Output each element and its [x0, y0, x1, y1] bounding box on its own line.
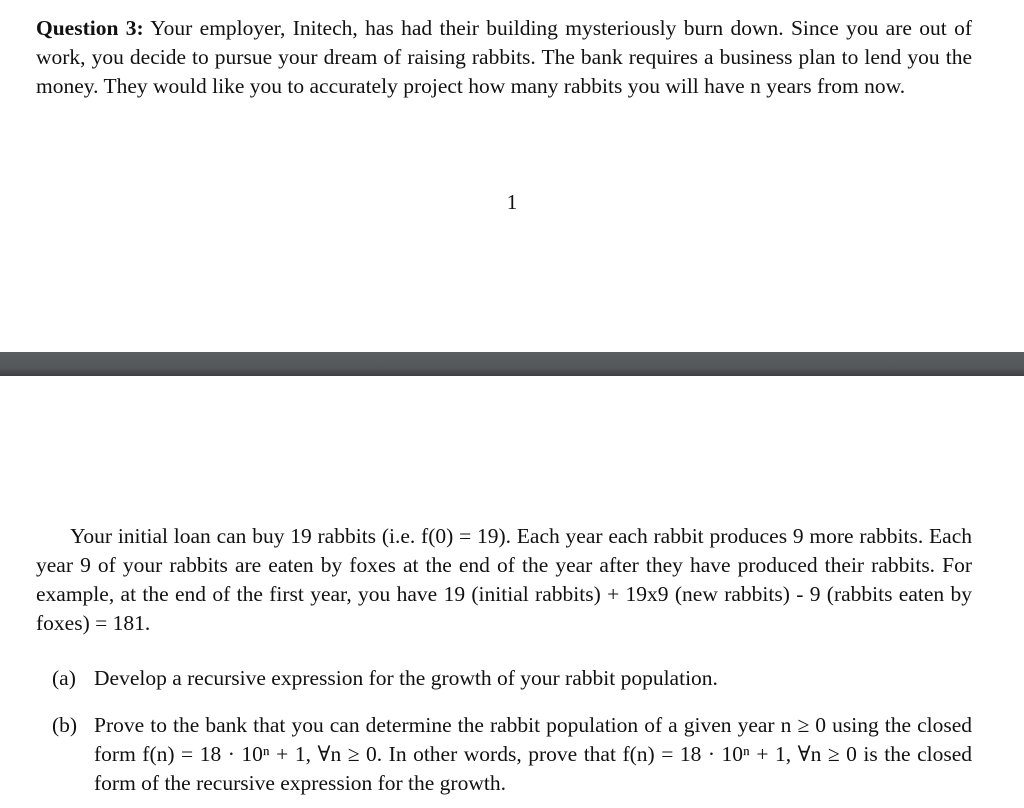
question-paragraph — [36, 14, 972, 101]
part-a-item — [52, 664, 972, 693]
document-page-upper — [0, 0, 1024, 352]
part-b-item — [52, 711, 972, 798]
page-divider — [0, 352, 1024, 376]
part-a-label: (a) — [52, 666, 76, 690]
question-text: Your employer, Initech, has had their building mysteriously burn down. Since you are out of work, you decide to pursue your dream of raising rabbits. The bank requires a business plan to lend you the money. They would like you to accurately project how many rabbits you will have n years from now. — [36, 16, 973, 98]
part-b-label: (b) — [52, 713, 78, 737]
part-b-text: Prove to the bank that you can determine the rabbit population of a given year n ≥ 0 using the closed form f(n) = 18 · 10ⁿ + 1, ∀n ≥ 0. In other words, prove that f(n) = 18 · 10ⁿ + 1, ∀n ≥ 0 is the closed form of the recursive expression for the growth. — [94, 713, 972, 795]
intro-paragraph: Your initial loan can buy 19 rabbits (i.e. f(0) = 19). Each year each rabbit produces 9 more rabbits. Each year 9 of your rabbits are eaten by foxes at the end of the year after they have produced their rabbits. For example, at the end of the first year, you have 19 (initial rabbits) + 19x9 (new rabbits) - 9 (rabbits eaten by foxes) = 181. — [36, 524, 972, 635]
part-a-text: Develop a recursive expression for the growth of your rabbit population. — [94, 666, 718, 690]
page-number: 1 — [506, 190, 518, 214]
question-label: Question 3: — [36, 16, 144, 40]
